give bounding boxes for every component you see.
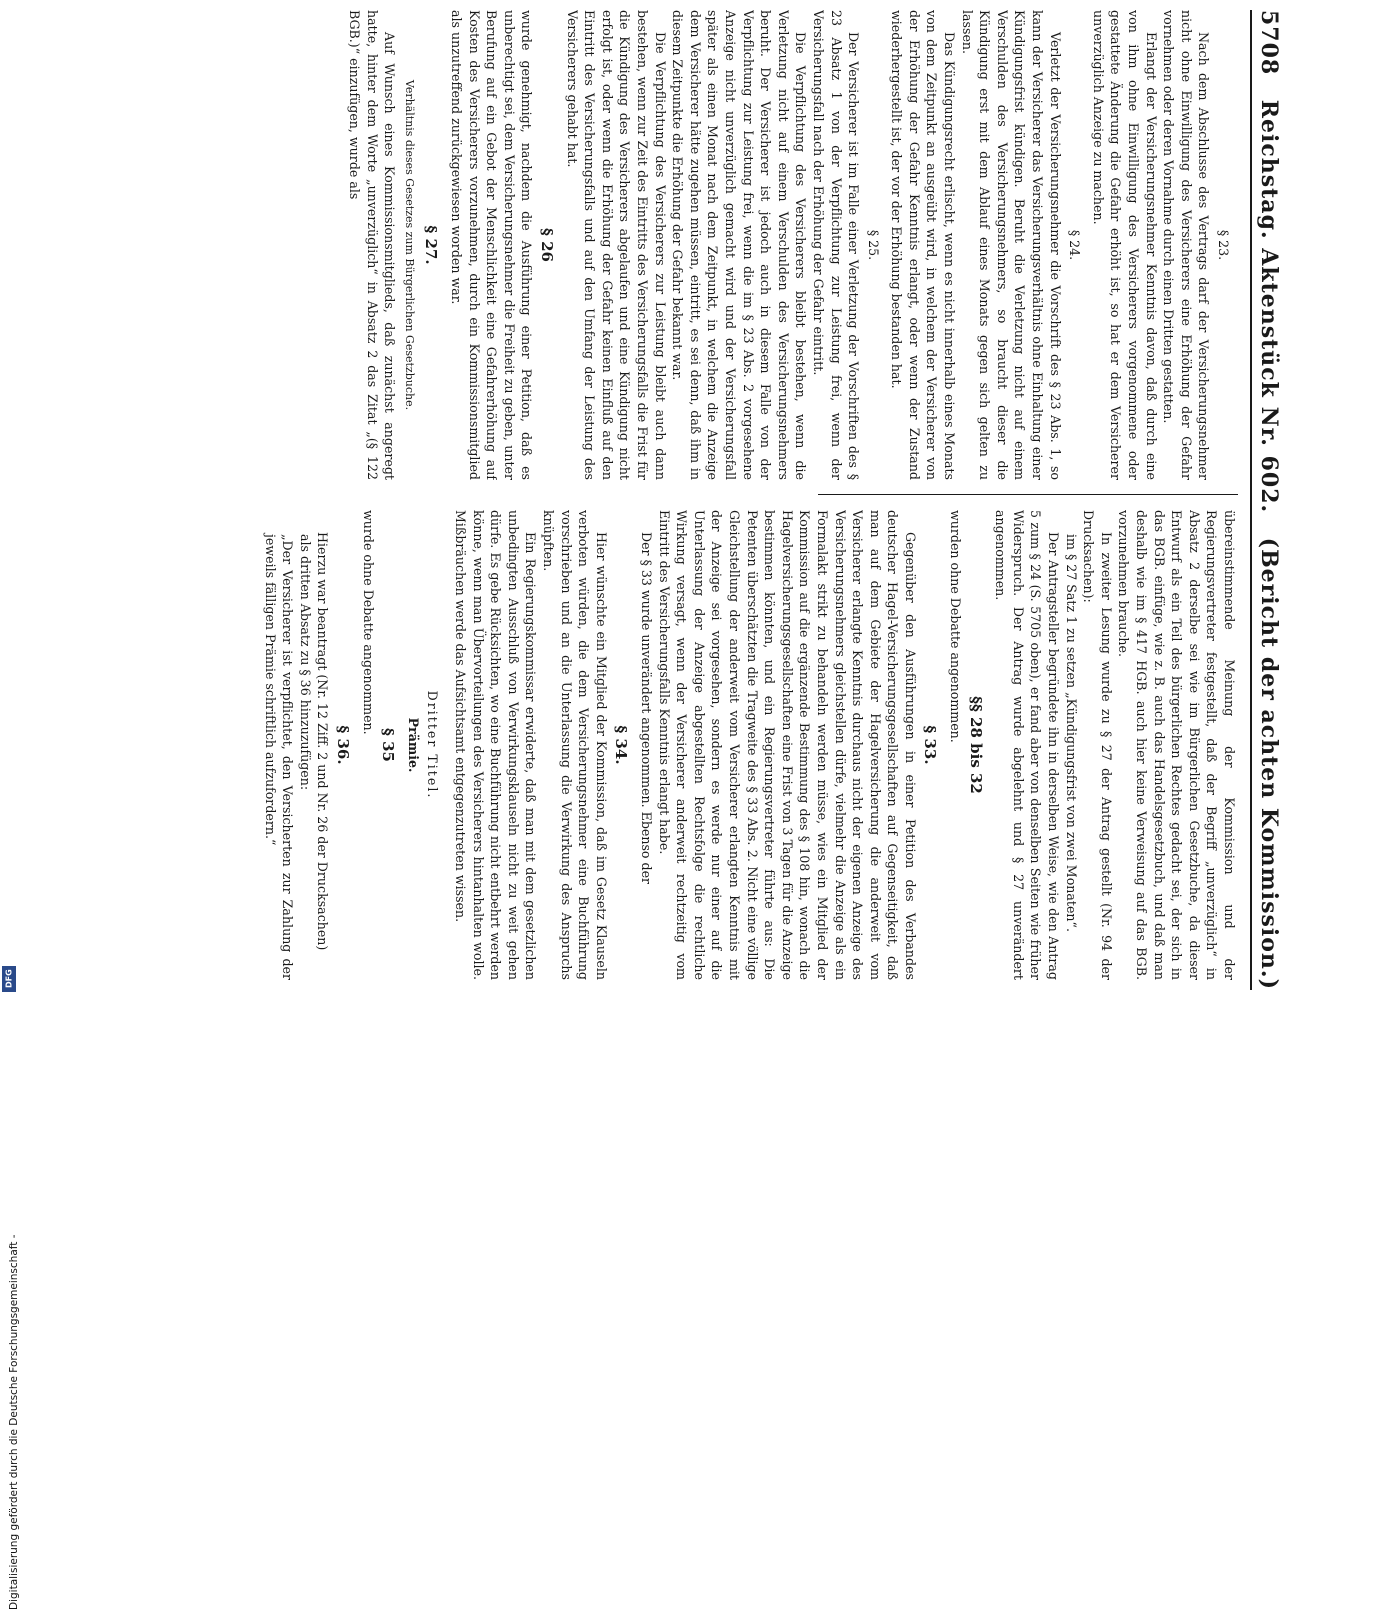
section-heading: § 27. [422,225,441,265]
title-heading: Prämie. [405,717,421,773]
paragraph: Der Antragsteller begründete ihn in derselben Weise, wie den Antrag 5 zum § 24 (S. 5705 oben), er fand aber von denselben Seiten wie früher Widerspruch. Der Antrag wurde abgelehnt und § 27 unverändert angenommen. [993,510,1062,980]
dfg-logo: DFG [2,966,16,992]
paragraph: Die Verpflichtung des Versicherers bleibt bestehen, wenn die Verletzung nicht auf einem Verschulden des Versicherungsnehmers beruht. Der Versicherer ist jedoch auch in diesem Falle von der Verpflichtung zur Leistung frei, wenn die im § 23 Abs. 2 vorgesehene Anzeige nicht unverzüglich gemacht wird und der Versicherungsfall später als einen Monat nach dem Zeitpunkt, in welchem die Anzeige dem Versicherer hätte zugehen müssen, eintritt, es sei denn, daß ihm in diesem Zeitpunkte die Erhöhung der Gefahr bekannt war. [670,10,809,480]
paragraph: Die Verpflichtung des Versicherers zur Leistung bleibt auch dann bestehen, wenn zur Zeit des Eintritts des Versicherungsfalls die Frist für die Kündigung des Versicherers abgelaufen und eine Kündigung nicht erfolgt ist, oder wenn die Erhöhung der Gefahr keinen Einfluß auf den Eintritt des Versicherungsfalls und auf den Umfang der Leistung des Versicherers gehabt hat. [564,10,668,480]
right-column [48,510,1238,980]
section-heading: § 35 [379,728,398,762]
paragraph: Gegenüber den Ausführungen in einer Petition des Verbandes deutscher Hagel-Versicherungsgesellschaften auf Gegenseitigkeit, daß man auf dem Gebiete der Hagelversicherung die anderweit vom Versicherer erlangte Kenntnis durchaus nicht der eigenen Anzeige des Versicherungsnehmers gleichstellen dürfe, vielmehr die Anzeige als ein Formalakt strikt zu behandeln werden müsse, wies ein Mitglied der Kommission auf die ergänzende Bestimmung des § 108 hin, wonach die Hagelversicherungsgesellschaften eine Frist von 3 Tagen für die Anzeige bestimmen könnten, und ein Regierungsvertreter führte aus: Die Petenten überschätzten die Tragweite des § 33 Abs. 2. Nicht eine völlige Gleichstellung der anderweit vom Versicherer erlangten Kenntnis mit der Anzeige sei vorgesehen, sondern es werde nur einer auf die Unterlassung der Anzeige abgestellten Rechtsfolge die rechtliche Wirkung versagt, wenn der Versicherer anderweit rechtzeitig vom Eintritt des Versicherungsfalls Kenntnis erlangt habe. [656,510,918,980]
paragraph: Hierzu war beantragt (Nr. 12 Ziff. 2 und Nr. 26 der Drucksachen) [315,532,331,951]
paragraph: wurden ohne Debatte angenommen. [948,510,964,743]
document-page [0,10,1290,990]
page-number: 5708 [1256,10,1282,76]
section-heading: § 34. [612,725,631,765]
column-divider [818,494,1238,495]
section-heading: § 24. [1067,229,1083,261]
left-column [48,10,1238,480]
paragraph: Ein Regierungskommissar erwiderte, daß man mit dem gesetzlichen unbedingten Ausschluß von Verwirkungsklauseln nicht zu weit gehen dürfe. Es gebe Rücksichten, wo eine Buchführung nicht entbehrt werden könne, wenn man Übervorteilungen des Versicherers hintanhalten wolle. Mißbräuchen werde das Aufsichtsamt entgegenzutreten wissen. [453,510,539,980]
quoted-text: als dritten Absatz zu § 36 hinzuzufügen: [297,534,313,791]
section-heading: § 25. [865,229,881,261]
page-header [1250,10,1290,990]
section-heading: § 33. [921,725,940,765]
title-number: Dritter Titel. [425,690,441,800]
quoted-text: im § 27 Satz 1 zu setzen „Kündigungsfrist von zwei Monaten“. [1063,534,1079,932]
section-heading: § 23. [1216,229,1231,261]
running-title: Reichstag. Aktenstück Nr. 602. [1256,99,1282,514]
paragraph: Auf Wunsch eines Kommissionsmitglieds, daß zunächst angeregt hatte, hinter dem Worte „unverzüglich“ in Absatz 2 das Zitat „(§ 122 BGB.)“ einzufügen, wurde als [347,10,398,480]
paragraph: Erlangt der Versicherungsnehmer Kenntnis davon, daß durch eine von ihm ohne Einwilligung des Versicherers vorgenommene oder gestattete Änderung die Gefahr erhöht ist, so hat er dem Versicherer unverzüglich Anzeige zu machen. [1090,10,1159,480]
running-subtitle: (Bericht der achten Kommission.) [1256,537,1282,990]
paragraph: Das Kündigungsrecht erlischt, wenn es nicht innerhalb eines Monats von dem Zeitpunkt an ausgeübt wird, in welchem der Versicherer von der Erhöhung der Gefahr Kenntnis erlangt, oder wenn der Zustand wiederhergestellt ist, der vor der Erhöhung bestanden hat. [889,10,958,480]
section-heading: § 36. [334,725,353,765]
digitization-credit: Digitalisierung gefördert durch die Deutsche Forschungsgemeinschaft - [8,1234,20,1610]
paragraph: übereinstimmende Meinung der Kommission und der Regierungsvertreter festgestellt, daß der Begriff „unverzüglich“ in Absatz 2 derselbe sei wie im Bürgerlichen Gesetzbuche, da dieser Entwurf als ein Teil des bürgerlichen Rechtes gedacht sei, der sich in das BGB. einfüge, wie z. B. auch das Handelsgesetzbuch, und daß man deshalb wie im § 417 HGB. auch hier keine Verweisung auf das BGB. vorzunehmen brauche. [1116,510,1237,980]
paragraph: wurde genehmigt, nachdem die Ausführung einer Petition, daß es unberechtigt sei, dem Versicherungsnehmer die Freiheit zu geben, unter Berufung auf ein Gebot der Menschlichkeit eine Gefahrerhöhung auf Kosten des Versicherers vorzunehmen, durch ein Kommissionsmitglied als unzutreffend zurückgewiesen worden war. [449,10,535,480]
paragraph: Verletzt der Versicherungsnehmer die Vorschrift des § 23 Abs. 1, so kann der Versicherer das Versicherungsverhältnis ohne Einhaltung einer Kündigungsfrist kündigen. Beruht die Verletzung nicht auf einem Verschulden des Versicherungsnehmers, so braucht dieser die Kündigung erst mit dem Ablauf eines Monats gegen sich gelten zu lassen. [959,10,1063,480]
section-heading: § 26 [538,228,557,262]
paragraph: Hier wünschte ein Mitglied der Kommission, daß im Gesetz Klauseln verboten würden, die dem Versicherungsnehmer eine Buchführung vorschrieben und an die Unterlassung die Verwirkung des Anspruchs knüpften. [541,510,609,980]
paragraph: Der § 33 wurde unverändert angenommen. Ebenso der [639,532,654,885]
quoted-text: „Der Versicherer ist verpflichtet, den Versicherten zur Zahlung der jeweils fälligen Prämie schriftlich aufzufordern.“ [262,534,296,980]
paragraph: Der Versicherer ist im Falle einer Verletzung der Vorschriften des § 23 Absatz 1 von der Verpflichtung zur Leistung frei, wenn der Versicherungsfall nach der Erhöhung der Gefahr eintritt. [810,10,862,480]
paragraph: In zweiter Lesung wurde zu § 27 der Antrag gestellt (Nr. 94 der Drucksachen): [1081,510,1114,980]
section-heading: §§ 28 bis 32 [966,696,985,794]
paragraph: wurde ohne Debatte angenommen. [360,510,376,735]
section-subtitle: Verhältnis dieses Gesetzes zum Bürgerlichen Gesetzbuche. [402,79,416,411]
paragraph: Nach dem Abschlusse des Vertrags darf der Versicherungsnehmer nicht ohne Einwilligung des Versicherers eine Erhöhung der Gefahr vornehmen oder deren Vornahme durch einen Dritten gestatten. [1161,10,1212,480]
